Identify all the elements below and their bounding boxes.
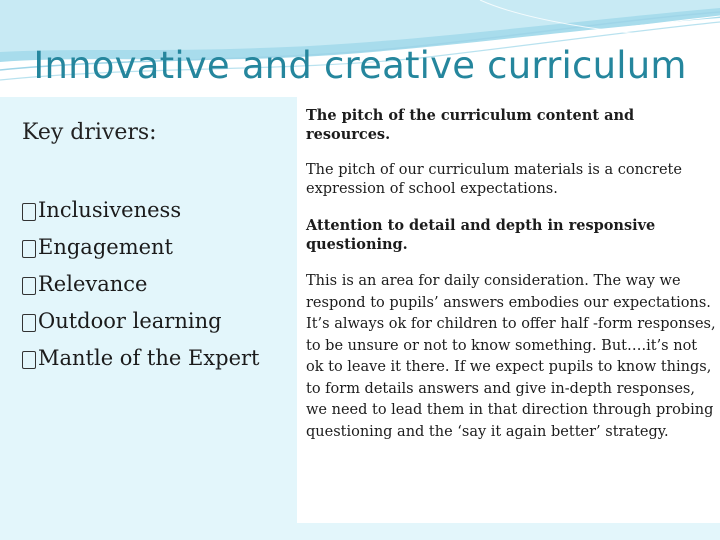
slide-title: Innovative and creative curriculum	[33, 44, 687, 87]
list-item: Inclusiveness	[22, 192, 259, 229]
bullet-box-icon	[22, 240, 36, 258]
section-body: This is an area for daily consideration. The way we respond to pupils’ answers embodies our expectations. It’s always ok for children to offer half -form responses, to be unsure or not to know something. But….it’s not ok to leave it there. If we expect pupils to know things, to form details answers and give in-depth responses, we need to lead them in that direction through probing questioning and the ‘say it again better’ strategy.	[306, 273, 716, 440]
key-drivers-heading: Key drivers:	[22, 120, 157, 145]
key-drivers-column	[22, 120, 292, 370]
bullet-box-icon	[22, 351, 36, 369]
list-item: Relevance	[22, 266, 259, 303]
section-heading: The pitch of the curriculum content and resources.	[306, 107, 635, 143]
list-item: Engagement	[22, 229, 259, 266]
section-heading: Attention to detail and depth in responsive questioning.	[306, 217, 656, 253]
section-body: The pitch of our curriculum materials is a concrete expression of school expectations.	[306, 162, 682, 197]
bullet-box-icon	[22, 314, 36, 332]
bullet-box-icon	[22, 277, 36, 295]
list-item: Outdoor learning	[22, 303, 259, 340]
bullet-box-icon	[22, 203, 36, 221]
key-drivers-list	[22, 192, 259, 377]
list-item: Mantle of the Expert	[22, 340, 259, 377]
bottom-background-tint	[297, 523, 720, 540]
content-text	[306, 106, 716, 443]
